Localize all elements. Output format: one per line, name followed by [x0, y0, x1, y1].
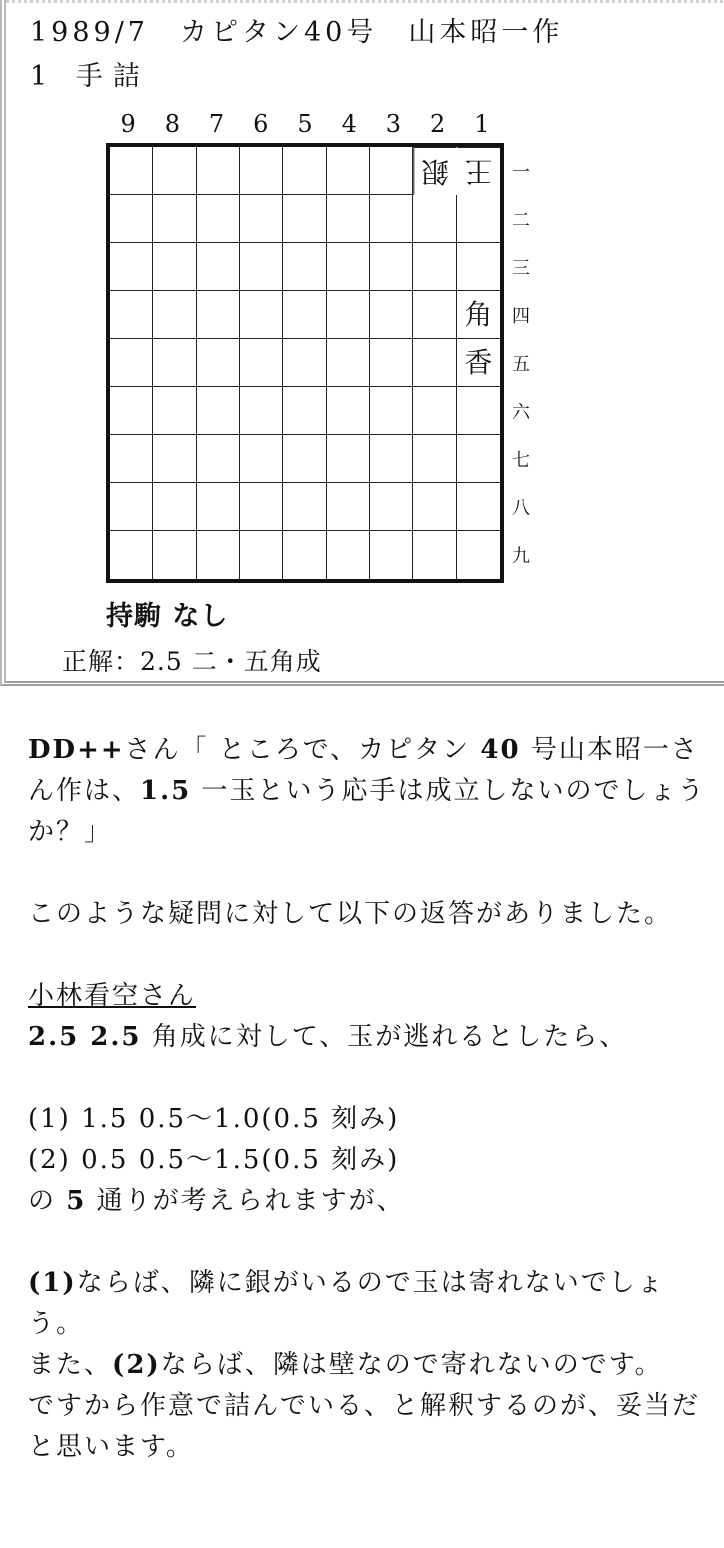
- column-labels: [106, 110, 504, 138]
- board-square: [327, 147, 370, 195]
- answer-line: 正解：2.5 二・五角成: [62, 647, 322, 676]
- column-label: 7: [208, 110, 225, 138]
- board-square: [197, 339, 240, 387]
- board-square: [153, 243, 196, 291]
- board-square: [327, 339, 370, 387]
- board-square: [413, 291, 456, 339]
- board-piece: 香: [457, 339, 500, 387]
- board-square: [240, 243, 283, 291]
- board-piece: 王: [457, 147, 500, 195]
- board-square: [413, 243, 456, 291]
- board-square: [370, 339, 413, 387]
- row-label: 六: [512, 402, 530, 423]
- row-label: 七: [512, 450, 530, 471]
- board-square: [240, 387, 283, 435]
- board-square: [457, 195, 500, 243]
- board-square: [197, 387, 240, 435]
- board-square: [240, 531, 283, 579]
- board-square: [370, 483, 413, 531]
- column-label: 4: [341, 110, 357, 138]
- row-labels: [512, 147, 530, 579]
- pieces-in-hand: 持駒 なし: [106, 601, 229, 632]
- question-paragraph: DD++さん「 ところで、カピタン 40 号山本昭一さん作は、1.5 一玉という応手は成立しないのでしょうか？」: [28, 735, 706, 847]
- board-square: [370, 435, 413, 483]
- board-square: [283, 243, 326, 291]
- board-square: [283, 147, 326, 195]
- board-square: [327, 435, 370, 483]
- board-square: [457, 435, 500, 483]
- board-square: [240, 195, 283, 243]
- row-label: 五: [512, 354, 530, 375]
- board-square: [370, 147, 413, 195]
- board-square: [327, 291, 370, 339]
- shogi-board: [106, 143, 504, 583]
- row-label: 四: [512, 306, 530, 327]
- board-square: [370, 387, 413, 435]
- board-square: [457, 531, 500, 579]
- board-square: [283, 291, 326, 339]
- board-square: [110, 531, 153, 579]
- conclusion-paragraph: (1)ならば、隣に銀がいるので玉は寄れないでしょう。 また、(2)ならば、隣は壁なので寄れないのです。 ですから作意で詰んでいる、と解釈するのが、妥当だと思います。: [28, 1268, 701, 1462]
- escape-options: (1) 1.5 0.5～1.0(0.5 刻み) (2) 0.5 0.5～1.5(0.5 刻み) の 5 通りが考えられますが、: [28, 1104, 405, 1216]
- board-square: [153, 195, 196, 243]
- discussion-text: [28, 730, 718, 1468]
- board-square: [110, 387, 153, 435]
- board-square: [240, 339, 283, 387]
- board-square: [283, 339, 326, 387]
- board-square: [110, 483, 153, 531]
- board-square: [327, 195, 370, 243]
- board-square: [457, 243, 500, 291]
- board-square: [110, 339, 153, 387]
- board-square: [110, 243, 153, 291]
- board-square: [197, 531, 240, 579]
- board-square: [197, 483, 240, 531]
- board-piece: 角: [457, 291, 500, 339]
- board-square: [370, 195, 413, 243]
- board-square: [110, 195, 153, 243]
- board-square: [370, 291, 413, 339]
- board-square: [153, 291, 196, 339]
- board-square: [153, 531, 196, 579]
- board-square: [197, 195, 240, 243]
- board-square: [240, 435, 283, 483]
- board-square: [413, 483, 456, 531]
- column-label: 2: [430, 110, 446, 138]
- board-square: [153, 435, 196, 483]
- board-square: [110, 435, 153, 483]
- board-square: [283, 531, 326, 579]
- board-square: [153, 483, 196, 531]
- board-square: [240, 483, 283, 531]
- row-label: 一: [512, 162, 530, 183]
- board-square: [240, 291, 283, 339]
- answerer-paragraph: 小林看空さん 2.5 2.5 角成に対して、玉が逃れるとしたら、: [28, 981, 628, 1052]
- frame-top-border: [6, 0, 724, 3]
- column-label: 8: [164, 110, 180, 138]
- intro-paragraph: このような疑問に対して以下の返答がありました。: [28, 899, 673, 929]
- problem-subtitle: 1 手詰: [30, 61, 150, 92]
- column-label: 3: [385, 110, 402, 138]
- row-label: 三: [512, 258, 530, 279]
- board-square: [197, 147, 240, 195]
- board-square: [197, 435, 240, 483]
- board-square: [327, 243, 370, 291]
- board-square: [153, 147, 196, 195]
- problem-title: 1989/7 カピタン40号 山本昭一作: [30, 17, 564, 48]
- board-piece: 銀: [413, 147, 456, 195]
- board-square: [197, 243, 240, 291]
- column-label: 6: [253, 110, 269, 138]
- board-square: [370, 243, 413, 291]
- board-square: [153, 339, 196, 387]
- answerer-name: 小林看空さん: [28, 981, 197, 1011]
- board-square: [413, 195, 456, 243]
- board-square: [110, 291, 153, 339]
- board-square: [327, 387, 370, 435]
- column-label: 1: [474, 110, 490, 138]
- row-label: 二: [512, 210, 530, 231]
- board-square: [413, 435, 456, 483]
- board-square: [370, 531, 413, 579]
- board-square: [153, 387, 196, 435]
- board-square: [240, 147, 283, 195]
- column-label: 9: [120, 110, 136, 138]
- row-label: 八: [512, 498, 530, 519]
- column-label: 5: [297, 110, 313, 138]
- board-square: [283, 387, 326, 435]
- board-square: [413, 339, 456, 387]
- board-square: [283, 435, 326, 483]
- board-square: [283, 195, 326, 243]
- board-square: [197, 291, 240, 339]
- board-square: [457, 387, 500, 435]
- board-square: [457, 483, 500, 531]
- board-square: [110, 147, 153, 195]
- board-square: [283, 483, 326, 531]
- board-square: [413, 531, 456, 579]
- row-label: 九: [512, 546, 530, 567]
- commenter-name: DD++: [28, 735, 125, 765]
- board-square: [327, 531, 370, 579]
- board-square: [327, 483, 370, 531]
- board-square: [413, 387, 456, 435]
